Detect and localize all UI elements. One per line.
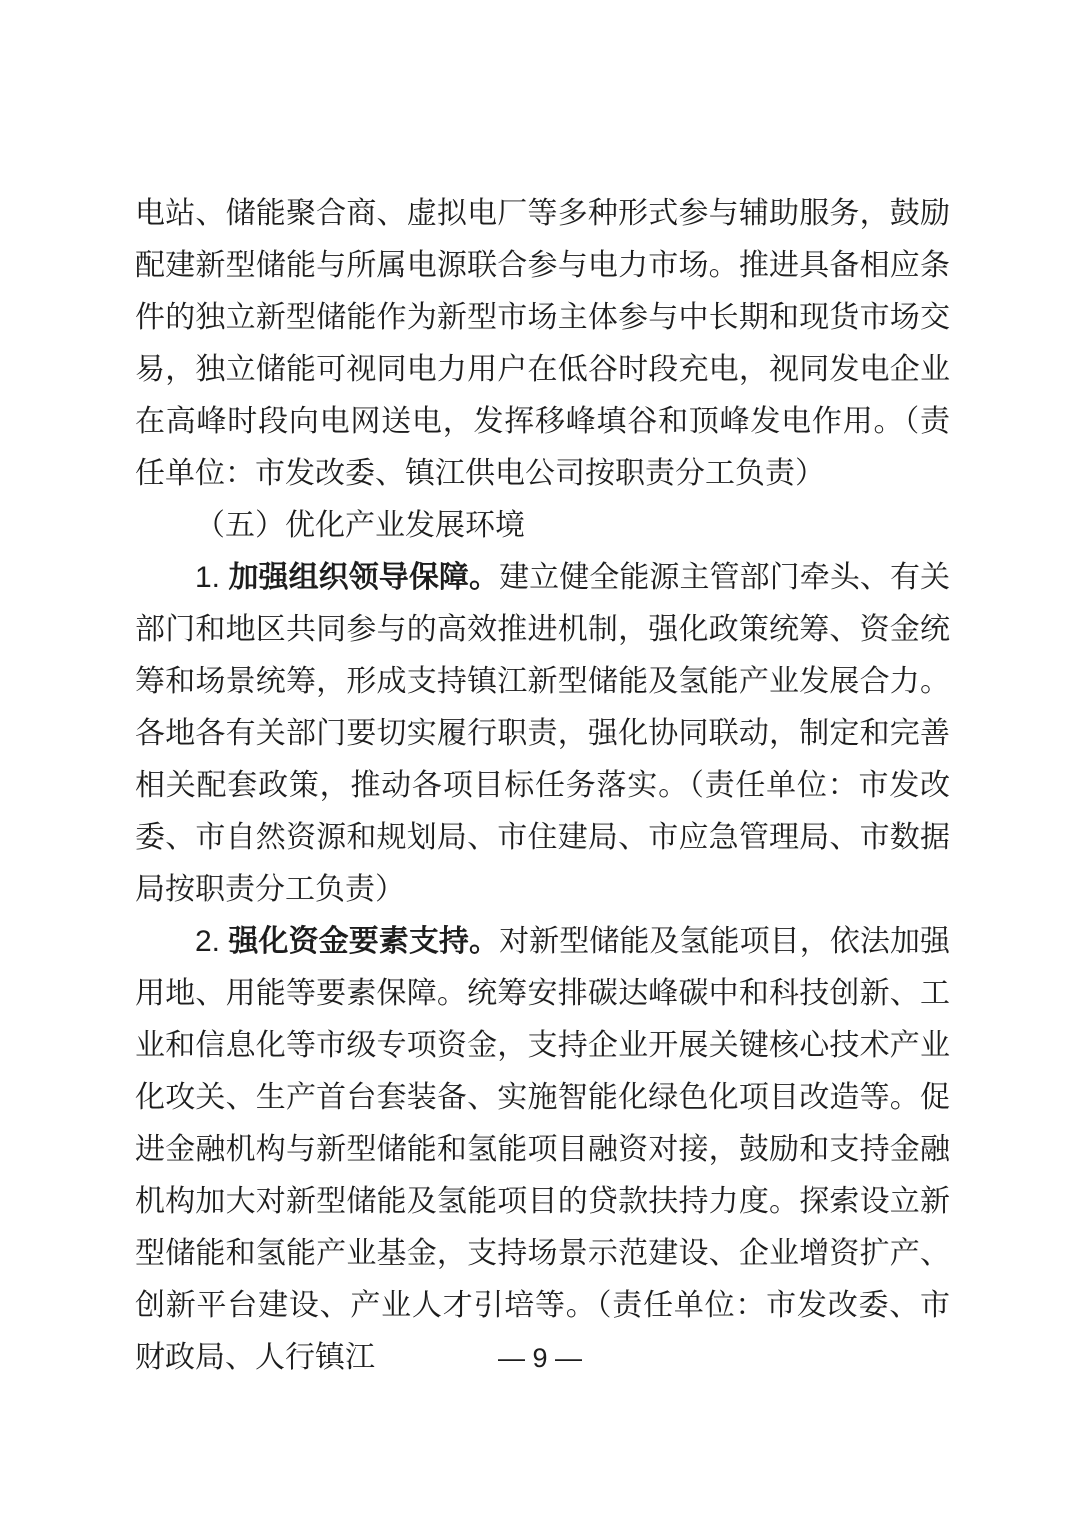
item-body: 建立健全能源主管部门牵头、有关部门和地区共同参与的高效推进机制，强化政策统筹、资金统筹和场景统筹，形成支持镇江新型储能及氢能产业发展合力。各地各有关部门要切实履行职责，强化协同联动，制定和完善相关配套政策，推动各项目标任务落实。（责任单位：市发改委、市自然资源和规划局、市住建局、市应急管理局、市数据局按职责分工负责） <box>135 561 951 906</box>
item-number: 2. <box>195 925 229 958</box>
item-body: 对新型储能及氢能项目，依法加强用地、用能等要素保障。统筹安排碳达峰碳中和科技创新、工业和信息化等市级专项资金，支持企业开展关键核心技术产业化攻关、生产首台套装备、实施智能化绿色化项目改造等。促进金融机构与新型储能和氢能项目融资对接，鼓励和支持金融机构加大对新型储能及氢能项目的贷款扶持力度。探索设立新型储能和氢能产业基金，支持场景示范建设、企业增资扩产、创新平台建设、产业人才引培等。（责任单位：市发改委、市财政局、人行镇江 <box>135 925 951 1374</box>
item-heading: 强化资金要素支持。 <box>228 925 500 958</box>
paragraph-body-continuation <box>135 188 950 500</box>
section-heading-text: （五）优化产业发展环境 <box>195 509 525 542</box>
paragraph-item-1 <box>135 552 950 916</box>
section-heading-5 <box>135 500 950 552</box>
item-heading: 加强组织领导保障。 <box>228 561 500 594</box>
paragraph-text: 电站、储能聚合商、虚拟电厂等多种形式参与辅助服务，鼓励配建新型储能与所属电源联合参与电力市场。推进具备相应条件的独立新型储能作为新型市场主体参与中长期和现货市场交易，独立储能可视同电力用户在低谷时段充电，视同发电企业在高峰时段向电网送电，发挥移峰填谷和顶峰发电作用。（责任单位：市发改委、镇江供电公司按职责分工负责） <box>135 197 950 490</box>
page-number: — 9 — <box>497 1343 583 1373</box>
item-number: 1. <box>195 561 229 594</box>
paragraph-item-2 <box>135 916 950 1384</box>
